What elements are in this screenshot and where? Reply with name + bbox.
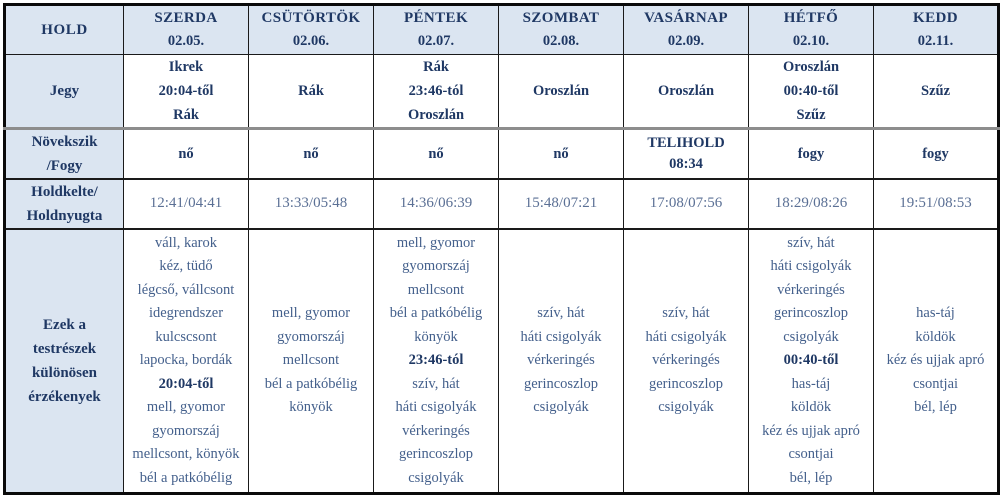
day-header-3 xyxy=(374,5,499,55)
row-label-line: érzékenyek xyxy=(28,389,101,405)
cell-line: 23:46-tól xyxy=(408,83,464,99)
row-label-testreszek xyxy=(5,229,124,494)
row-label-line: Jegy xyxy=(49,83,80,99)
cell-testreszek-day-5 xyxy=(624,229,749,494)
cell-line: könyök xyxy=(414,328,458,345)
cell-novekszik-day-4 xyxy=(499,129,624,180)
cell-holdkelte-day-4 xyxy=(499,179,624,229)
cell-line: háti csigolyák xyxy=(770,258,852,275)
day-name: HÉTFŐ xyxy=(783,10,839,26)
cell-line: mell, gyomor xyxy=(396,234,476,251)
cell-line: has-táj xyxy=(916,305,955,322)
cell-line: gerincoszlop xyxy=(523,375,599,392)
row-label-line: Holdkelte/ xyxy=(31,184,98,200)
cell-line: köldök xyxy=(790,399,832,416)
cell-line: 13:33/05:48 xyxy=(274,195,348,212)
cell-line: 18:29/08:26 xyxy=(774,195,848,212)
cell-line: vérkeringés xyxy=(652,352,720,369)
cell-holdkelte-day-3 xyxy=(374,179,499,229)
day-header-5 xyxy=(624,5,749,55)
day-date: 02.06. xyxy=(292,33,330,49)
cell-line: vérkeringés xyxy=(402,422,470,439)
day-header-2 xyxy=(249,5,374,55)
cell-line: Oroszlán xyxy=(407,107,465,123)
cell-line: kulcscsont xyxy=(155,328,217,345)
cell-testreszek-day-1 xyxy=(124,229,249,494)
cell-line: 20:04-től xyxy=(158,83,214,99)
cell-line: nő xyxy=(178,145,194,162)
cell-novekszik-day-1 xyxy=(124,129,249,180)
cell-line: bél a patkóbélig xyxy=(389,305,483,322)
cell-line: nő xyxy=(303,145,319,162)
cell-testreszek-day-7 xyxy=(874,229,999,494)
cell-line: mellcsont xyxy=(282,352,340,369)
cell-line: szív, hát xyxy=(787,234,835,251)
cell-line: háti csigolyák xyxy=(645,328,727,345)
day-date: 02.05. xyxy=(167,33,205,49)
cell-holdkelte-day-5 xyxy=(624,179,749,229)
cell-line: háti csigolyák xyxy=(395,399,477,416)
cell-line: kéz, tüdő xyxy=(159,258,213,275)
cell-line: kéz és ujjak apró xyxy=(886,352,985,369)
day-header-4 xyxy=(499,5,624,55)
cell-line: 08:34 xyxy=(669,156,703,172)
cell-novekszik-day-6 xyxy=(749,129,874,180)
day-name: VASÁRNAP xyxy=(644,10,728,26)
cell-holdkelte-day-7 xyxy=(874,179,999,229)
cell-line: has-táj xyxy=(791,375,831,392)
cell-holdkelte-day-2 xyxy=(249,179,374,229)
cell-jegy-day-3 xyxy=(374,55,499,129)
row-label-holdkelte xyxy=(5,179,124,229)
cell-line: mell, gyomor xyxy=(271,305,351,322)
cell-line: 20:04-től xyxy=(158,375,214,392)
cell-line: 12:41/04:41 xyxy=(149,195,223,212)
cell-line: Rák xyxy=(298,83,324,99)
cell-novekszik-day-7 xyxy=(874,129,999,180)
cell-line: csigolyák xyxy=(533,399,589,416)
moon-calendar-table xyxy=(3,3,1000,495)
cell-holdkelte-day-1 xyxy=(124,179,249,229)
row-testreszek xyxy=(5,229,999,494)
cell-novekszik-day-2 xyxy=(249,129,374,180)
row-label-line: Ezek a xyxy=(43,317,86,333)
cell-novekszik-day-5 xyxy=(624,129,749,180)
cell-testreszek-day-3 xyxy=(374,229,499,494)
cell-line: Rák xyxy=(173,107,199,123)
row-label-line: különösen xyxy=(31,365,98,381)
row-label-line: Holdnyugta xyxy=(26,208,103,224)
cell-line: lapocka, bordák xyxy=(139,352,233,369)
cell-line: 17:08/07:56 xyxy=(649,195,723,212)
cell-line: Ikrek xyxy=(168,59,204,75)
cell-line: 00:40-től xyxy=(783,83,839,99)
cell-line: bél, lép xyxy=(914,399,957,416)
cell-line: bél, lép xyxy=(789,469,833,486)
cell-line: mellcsont, könyök xyxy=(132,446,240,463)
cell-line: gerincoszlop xyxy=(648,375,724,392)
cell-line: csigolyák xyxy=(783,328,839,345)
table-body xyxy=(5,55,999,494)
cell-novekszik-day-3 xyxy=(374,129,499,180)
cell-line: csigolyák xyxy=(658,399,714,416)
row-novekszik xyxy=(5,129,999,180)
day-name: SZOMBAT xyxy=(522,10,600,26)
cell-line: Oroszlán xyxy=(532,83,590,99)
cell-line: fogy xyxy=(922,145,949,162)
cell-line: nő xyxy=(553,145,569,162)
day-date: 02.08. xyxy=(542,33,580,49)
cell-line: gyomorszáj xyxy=(277,328,345,345)
cell-line: Szűz xyxy=(796,107,826,123)
row-label-line: testrészek xyxy=(32,341,97,357)
cell-line: csontjai xyxy=(912,375,959,392)
row-label-jegy xyxy=(5,55,124,129)
cell-line: 15:48/07:21 xyxy=(524,195,598,212)
day-name: SZERDA xyxy=(154,10,218,26)
cell-line: csontjai xyxy=(788,446,834,463)
cell-line: 00:40-től xyxy=(783,352,839,369)
row-label-line: Növekszik xyxy=(31,134,98,150)
day-header-7 xyxy=(874,5,999,55)
cell-line: vérkeringés xyxy=(527,352,595,369)
cell-line: szív, hát xyxy=(537,305,585,322)
cell-line: mellcsont xyxy=(407,281,465,298)
cell-line: köldök xyxy=(915,328,956,345)
cell-line: könyök xyxy=(289,399,333,416)
cell-line: kéz és ujjak apró xyxy=(762,422,860,439)
cell-jegy-day-5 xyxy=(624,55,749,129)
cell-line: nő xyxy=(428,145,444,162)
day-name: KEDD xyxy=(913,10,958,26)
row-jegy xyxy=(5,55,999,129)
row-label-novekszik xyxy=(5,129,124,180)
cell-jegy-day-1 xyxy=(124,55,249,129)
cell-line: gyomorszáj xyxy=(152,422,220,439)
cell-testreszek-day-2 xyxy=(249,229,374,494)
cell-line: szív, hát xyxy=(662,305,710,322)
row-holdkelte xyxy=(5,179,999,229)
cell-line: 19:51/08:53 xyxy=(899,195,972,212)
day-date: 02.09. xyxy=(667,33,705,49)
day-header-6 xyxy=(749,5,874,55)
table-header xyxy=(5,5,999,55)
cell-line: gerincoszlop xyxy=(773,305,849,322)
cell-jegy-day-2 xyxy=(249,55,374,129)
cell-line: Oroszlán xyxy=(657,83,715,99)
cell-jegy-day-7 xyxy=(874,55,999,129)
day-header-1 xyxy=(124,5,249,55)
cell-line: mell, gyomor xyxy=(146,399,226,416)
corner-cell-hold: HOLD xyxy=(5,5,124,55)
cell-testreszek-day-6 xyxy=(749,229,874,494)
cell-jegy-day-6 xyxy=(749,55,874,129)
row-label-line: /Fogy xyxy=(46,158,83,174)
cell-line: gerincoszlop xyxy=(398,446,474,463)
cell-line: váll, karok xyxy=(154,234,217,251)
cell-line: vérkeringés xyxy=(777,281,845,298)
cell-line: Oroszlán xyxy=(782,59,840,75)
cell-line: 14:36/06:39 xyxy=(399,195,473,212)
cell-line: háti csigolyák xyxy=(520,328,602,345)
cell-line: csigolyák xyxy=(408,469,464,486)
cell-line: gyomorszáj xyxy=(402,258,470,275)
day-name: CSÜTÖRTÖK xyxy=(261,10,361,26)
cell-line: légcső, vállcsont xyxy=(137,281,235,298)
cell-line: Rák xyxy=(423,59,449,75)
cell-holdkelte-day-6 xyxy=(749,179,874,229)
day-date: 02.07. xyxy=(417,33,455,49)
cell-jegy-day-4 xyxy=(499,55,624,129)
cell-line: 23:46-tól xyxy=(408,352,464,369)
cell-line: szív, hát xyxy=(412,375,460,392)
day-name: PÉNTEK xyxy=(403,10,469,26)
cell-line: TELIHOLD xyxy=(647,135,725,151)
day-date: 02.11. xyxy=(917,33,954,49)
cell-line: bél a patkóbélig xyxy=(139,469,233,486)
cell-testreszek-day-4 xyxy=(499,229,624,494)
cell-line: bél a patkóbélig xyxy=(264,375,358,392)
header-row xyxy=(5,5,999,55)
cell-line: idegrendszer xyxy=(148,305,224,322)
day-date: 02.10. xyxy=(792,33,830,49)
cell-line: Szűz xyxy=(921,83,950,99)
cell-line: fogy xyxy=(797,145,825,162)
